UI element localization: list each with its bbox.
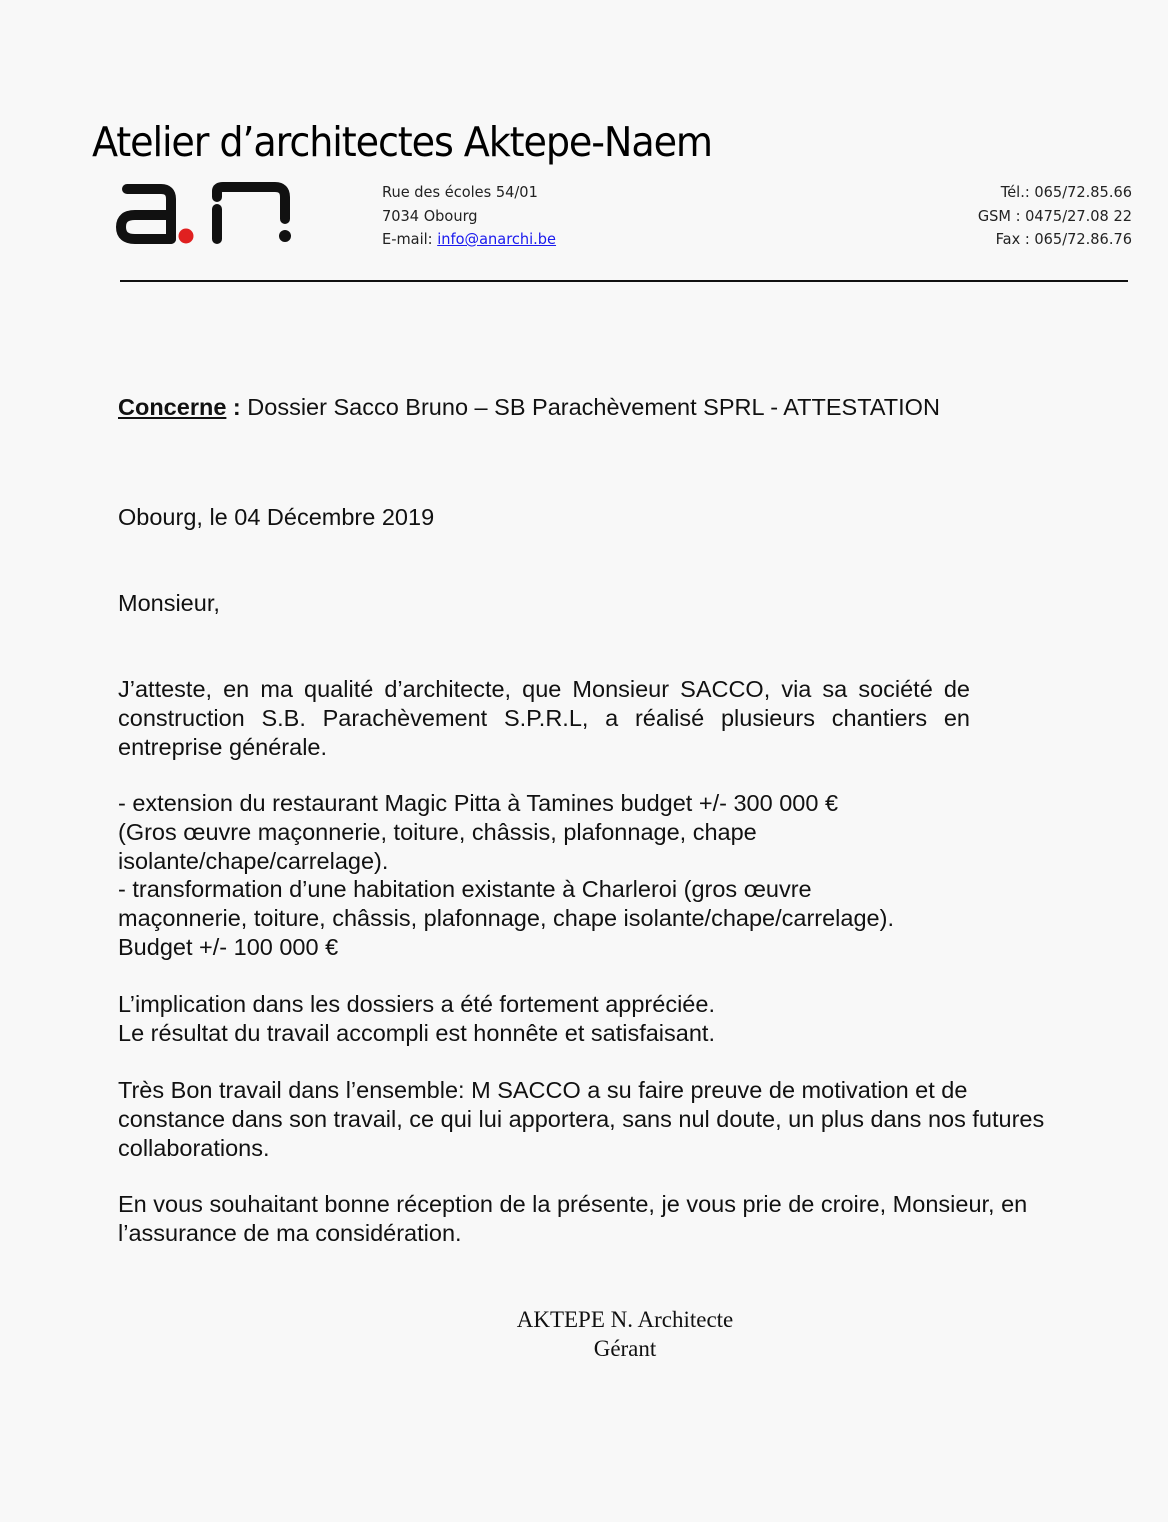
paragraph-line: J’atteste, en ma qualité d’architecte, que Monsieur SACCO, via sa société de bbox=[118, 676, 970, 702]
paragraph-line: isolante/chape/carrelage). bbox=[118, 847, 389, 874]
paragraph-attestation bbox=[118, 675, 970, 761]
paragraph-appreciation bbox=[118, 990, 970, 1048]
paragraph-line: constance dans son travail, ce qui lui apportera, sans nul doute, un plus dans nos futures bbox=[118, 1105, 1045, 1132]
paragraph-line: (Gros œuvre maçonnerie, toiture, châssis, plafonnage, chape bbox=[118, 818, 757, 845]
paragraph-line: Le résultat du travail accompli est honnête et satisfaisant. bbox=[118, 1019, 715, 1046]
paragraph-line: l’assurance de ma considération. bbox=[118, 1219, 462, 1246]
mobile-number: GSM : 0475/27.08 22 bbox=[977, 206, 1132, 225]
subject-line bbox=[118, 393, 940, 422]
fax-number: Fax : 065/72.86.76 bbox=[995, 230, 1132, 248]
paragraph-line: construction S.B. Parachèvement S.P.R.L, a réalisé plusieurs chantiers en bbox=[118, 704, 970, 731]
paragraph-line: L’implication dans les dossiers a été fortement appréciée. bbox=[118, 991, 715, 1017]
paragraph-line: maçonnerie, toiture, châssis, plafonnage, chape isolante/chape/carrelage). bbox=[118, 905, 894, 932]
signature-title: Gérant bbox=[593, 1336, 657, 1361]
paragraph-projects bbox=[118, 789, 1108, 962]
letter-date: Obourg, le 04 Décembre 2019 bbox=[118, 504, 435, 530]
paragraph-line: - transformation d’une habitation existante à Charleroi (gros œuvre bbox=[118, 876, 812, 903]
subject-text: Dossier Sacco Bruno – SB Parachèvement SPRL - ATTESTATION bbox=[240, 394, 940, 420]
salutation: Monsieur, bbox=[118, 590, 220, 616]
subject-colon: : bbox=[226, 394, 241, 420]
paragraph-line: entreprise générale. bbox=[118, 733, 328, 760]
contact-block bbox=[978, 181, 1132, 252]
address-city: 7034 Obourg bbox=[382, 206, 478, 225]
address-street: Rue des écoles 54/01 bbox=[382, 183, 538, 201]
signature-block bbox=[440, 1305, 810, 1363]
paragraph-closing bbox=[118, 1190, 1108, 1248]
header-divider bbox=[120, 280, 1128, 282]
signature-name: AKTEPE N. Architecte bbox=[516, 1307, 734, 1332]
paragraph-evaluation bbox=[118, 1076, 1108, 1162]
paragraph-line: - extension du restaurant Magic Pitta à Tamines budget +/- 300 000 € bbox=[118, 790, 839, 816]
paragraph-line: collaborations. bbox=[118, 1134, 270, 1161]
subject-label: Concerne bbox=[118, 394, 227, 420]
paragraph-line: Budget +/- 100 000 € bbox=[118, 933, 339, 960]
email-link[interactable]: info@anarchi.be bbox=[437, 230, 557, 248]
email-label: E-mail: bbox=[382, 230, 438, 248]
an-logo-icon bbox=[115, 175, 297, 253]
address-block bbox=[382, 181, 556, 252]
firm-name: Atelier d’architectes Aktepe-Naem bbox=[92, 118, 712, 166]
paragraph-line: Très Bon travail dans l’ensemble: M SACCO a su faire preuve de motivation et de bbox=[118, 1077, 968, 1103]
phone-number: Tél.: 065/72.85.66 bbox=[1000, 183, 1132, 201]
address-email-line bbox=[382, 228, 556, 252]
paragraph-line: En vous souhaitant bonne réception de la présente, je vous prie de croire, Monsieur, en bbox=[118, 1191, 1028, 1217]
